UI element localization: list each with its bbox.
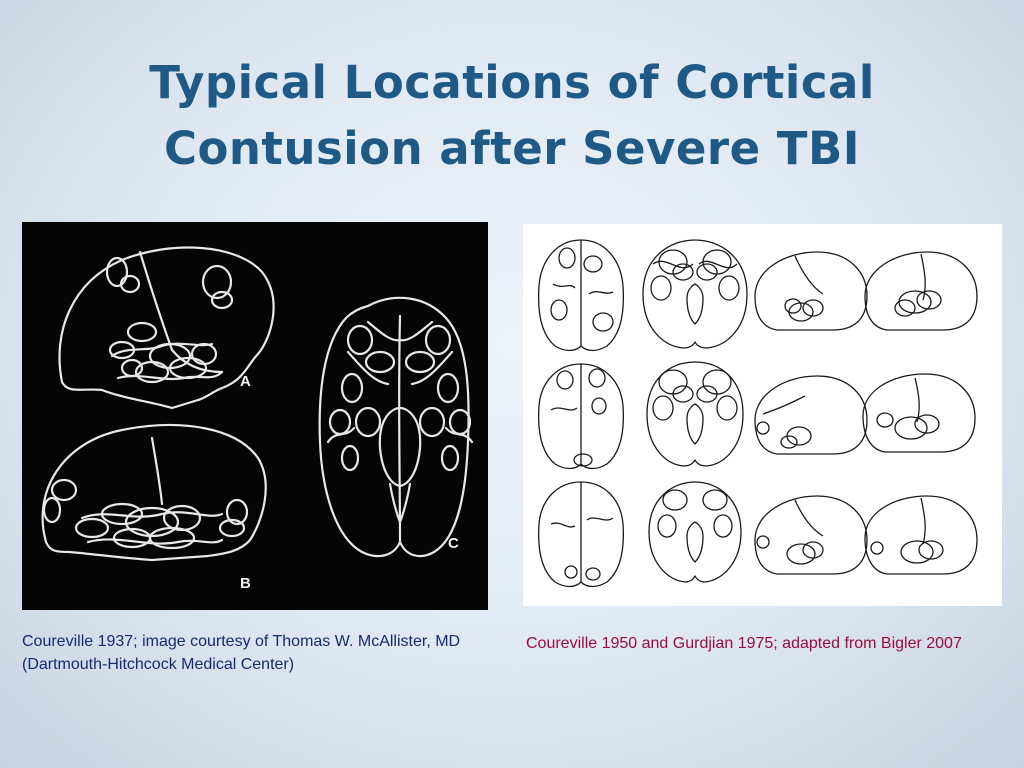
slide-title: Typical Locations of Cortical Contusion after Severe TBI xyxy=(149,56,875,175)
lateral-brain-col4-row-1 xyxy=(865,252,977,330)
brain-drawings-dark xyxy=(22,222,488,610)
lateral-brain-col3-row-3 xyxy=(755,496,867,574)
lateral-brain-col4-row-2 xyxy=(863,374,975,452)
panel-label-b: B xyxy=(240,575,251,592)
contusion-figure-1950-1975 xyxy=(523,224,1002,606)
lateral-brain-col3-row-2 xyxy=(755,376,867,454)
dorsal-brain-row-2 xyxy=(539,364,624,469)
contusion-figure-1937 xyxy=(22,222,488,610)
lateral-brain-col3-row-1 xyxy=(755,252,867,330)
inferior-brain-row-1 xyxy=(643,240,747,348)
lateral-brain-col4-row-3 xyxy=(865,496,977,574)
inferior-brain-row-2 xyxy=(647,362,743,466)
brain-diagram-grid xyxy=(523,224,1002,606)
panel-label-a: A xyxy=(240,373,251,390)
panel-label-c: C xyxy=(448,535,459,552)
caption-right: Coureville 1950 and Gurdjian 1975; adapted from Bigler 2007 xyxy=(526,635,962,652)
dorsal-brain-row-3 xyxy=(539,482,624,587)
caption-left: Coureville 1937; image courtesy of Thomas W. McAllister, MD (Dartmouth-Hitchcock Medical Center) xyxy=(22,633,461,673)
inferior-brain-row-3 xyxy=(649,482,741,582)
dorsal-brain-row-1 xyxy=(539,240,624,351)
